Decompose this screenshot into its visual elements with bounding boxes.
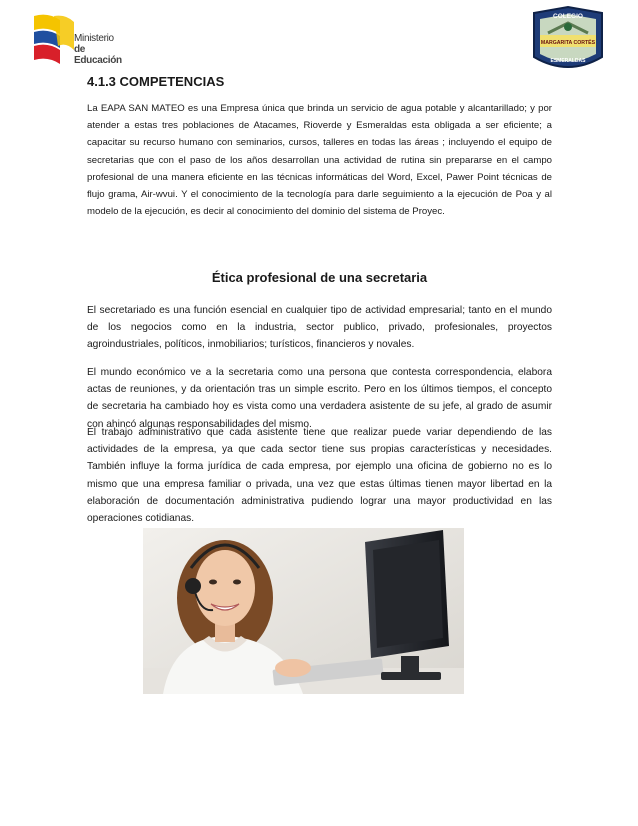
- ministerio-logo: [30, 8, 122, 70]
- section-heading: 4.1.3 COMPETENCIAS: [87, 74, 225, 89]
- ecuador-flag-icon: [30, 10, 76, 68]
- school-bottom-text: ESMERALDAS: [550, 58, 586, 64]
- ministry-line2: de Educación: [74, 44, 122, 66]
- ethics-paragraph-2: El mundo económico ve a la secretaria como una persona que contesta correspondencia, elabora actas de reuniones, y da orientación tras un simple escrito. Pero en los últimos tiempos, el concepto de secretaria ha cambiado hoy es vista como una verdadera asistente de su jefe, al grado de asumir con ahincó algunas responsabilidades del mismo.: [87, 367, 552, 430]
- ethics-title: Ética profesional de una secretaria: [211, 270, 428, 285]
- school-top-text: COLEGIO: [553, 13, 583, 20]
- ministry-wordmark: [74, 33, 122, 66]
- ministry-line1: Ministerio: [74, 33, 114, 44]
- school-name-text: MARGARITA CORTÉS: [540, 40, 596, 46]
- ethics-paragraph-1: El secretariado es una función esencial en cualquier tipo de actividad empresarial; tanto en el mundo de los negocios como en la industria, sector publico, privado, profesionales, proyectos agroindustriales, políticos, inmobiliarios; turísticos, financieros y novales.: [87, 305, 552, 351]
- secretary-photo: [143, 528, 464, 694]
- ethics-paragraph-3: El trabajo administrativo que cada asistente tiene que realizar puede variar dependiendo de las actividades de la empresa, ya que cada sector tiene sus propias características y necesidades. También influye la forma jurídica de cada empresa, por ejemplo una oficina de gobierno no es lo mismo que una empresa familiar o privada, una vez que estas últimas tienen mayor libertad en la elaboración de documentación administrativa pudiendo lograr una mayor productividad en las operaciones cotidianas.: [87, 427, 552, 525]
- school-seal: [528, 5, 608, 75]
- competencias-paragraph: La EAPA SAN MATEO es una Empresa única que brinda un servicio de agua potable y alcantarillado; y por atender a estas tres poblaciones de Atacames, Rioverde y Esmeraldas esta obligada a ser eficiente; a capacitar su recurso humano con seminarios, cursos, talleres en todas las áreas ; incluyendo el equipo de secretarias que con el paso de los años desarrollan una actividad de rutina sin prepararse en el campo profesional de una manera eficiente en las técnicas informáticas del Word, Excel, Pawer Point técnicas de flujo grama, Air-wvui. Y el conocimiento de la tecnología para darle seguimiento a la ejecución de Poa y al modelo de la ejecución, es decir al conocimiento del dominio del sistema de Proyec.: [87, 103, 552, 218]
